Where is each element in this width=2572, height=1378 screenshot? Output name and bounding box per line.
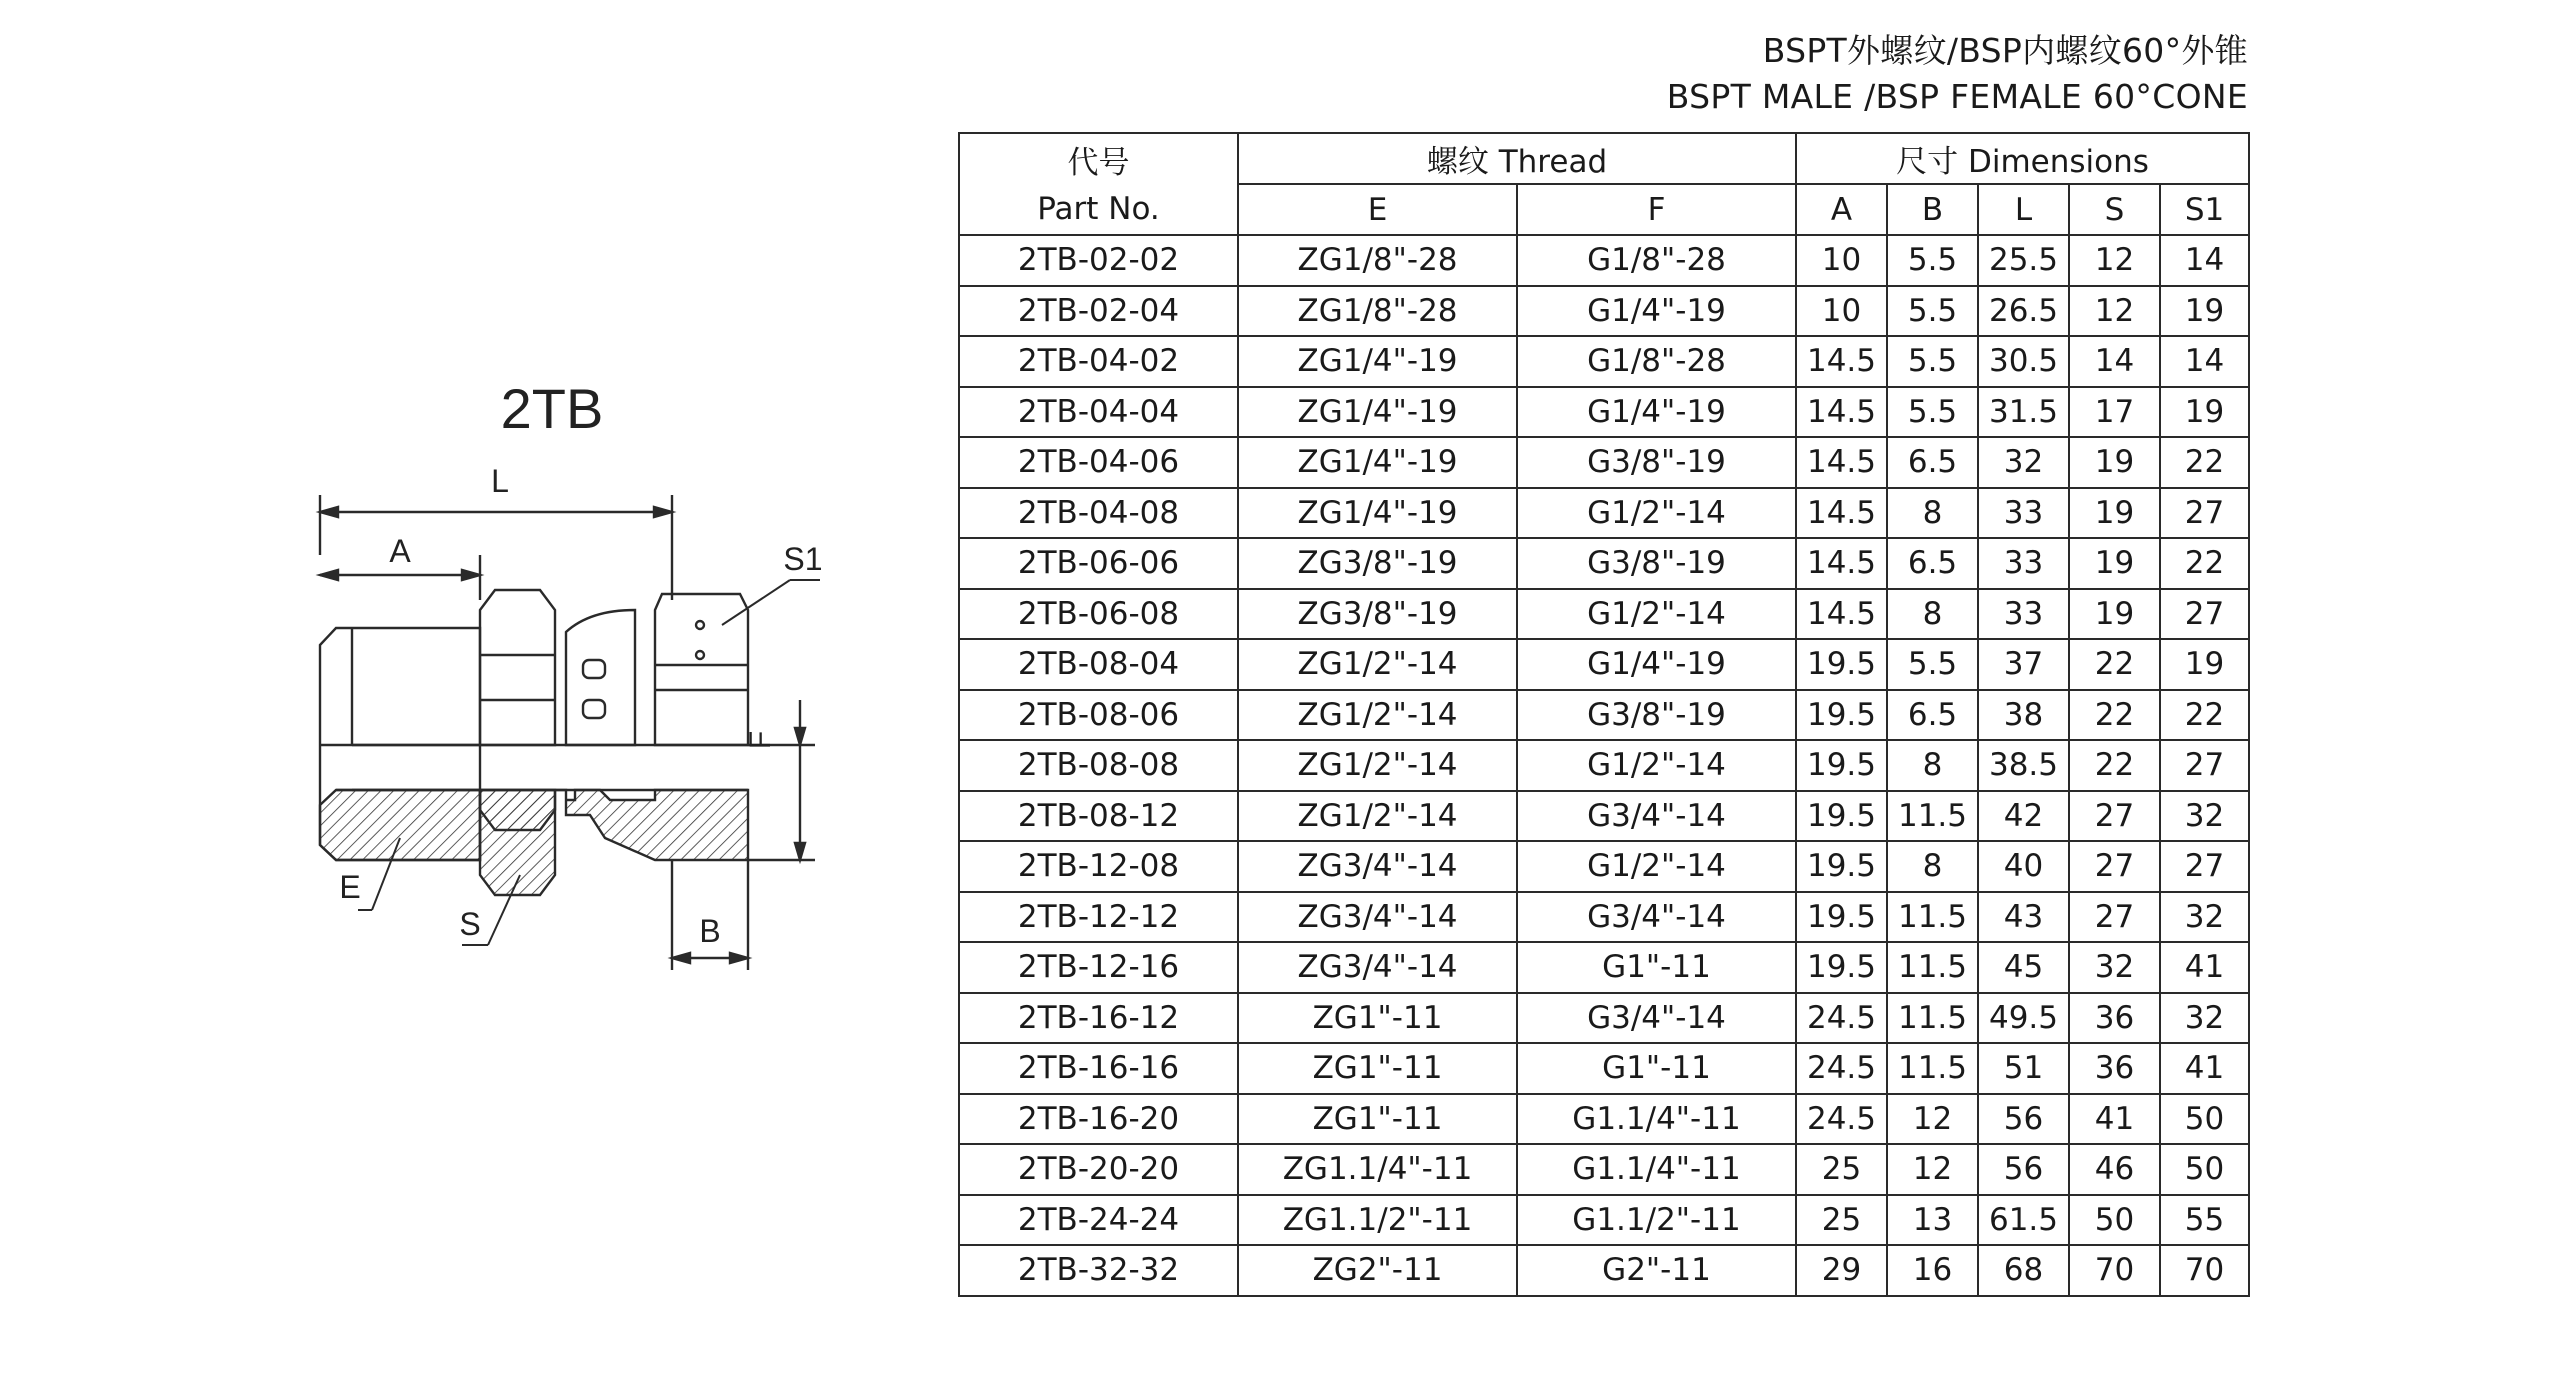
cell-dim-l: 61.5 [1978, 1195, 2069, 1246]
cell-part-no: 2TB-16-12 [959, 993, 1238, 1044]
cell-part-no: 2TB-04-06 [959, 437, 1238, 488]
cell-dim-s: 19 [2069, 589, 2160, 640]
cell-thread-f: G3/4"-14 [1517, 892, 1796, 943]
cell-dim-b: 6.5 [1887, 437, 1978, 488]
cell-dim-s1: 14 [2160, 336, 2249, 387]
table-row [959, 1245, 2249, 1296]
model-label: 2TB [500, 377, 604, 440]
header-thread: 螺纹 Thread [1238, 133, 1796, 184]
cell-thread-f: G1/8"-28 [1517, 336, 1796, 387]
cell-dim-s: 70 [2069, 1245, 2160, 1296]
cell-dim-s: 14 [2069, 336, 2160, 387]
cell-dim-b: 5.5 [1887, 286, 1978, 337]
table-row [959, 690, 2249, 741]
table-body [959, 235, 2249, 1296]
cell-dim-s: 12 [2069, 235, 2160, 286]
cell-part-no: 2TB-04-04 [959, 387, 1238, 438]
cell-part-no: 2TB-12-08 [959, 841, 1238, 892]
cell-dim-a: 24.5 [1796, 1043, 1887, 1094]
cell-dim-a: 10 [1796, 286, 1887, 337]
cell-dim-l: 30.5 [1978, 336, 2069, 387]
cell-dim-s: 50 [2069, 1195, 2160, 1246]
cell-dim-l: 49.5 [1978, 993, 2069, 1044]
cell-thread-e: ZG1/2"-14 [1238, 791, 1517, 842]
table-row [959, 942, 2249, 993]
table-row [959, 488, 2249, 539]
cell-dim-l: 42 [1978, 791, 2069, 842]
table-row [959, 1144, 2249, 1195]
cell-dim-a: 14.5 [1796, 589, 1887, 640]
cell-dim-b: 11.5 [1887, 1043, 1978, 1094]
cell-dim-a: 14.5 [1796, 538, 1887, 589]
title-chinese: BSPT外螺纹/BSP内螺纹60°外锥 [1762, 31, 2248, 70]
cell-part-no: 2TB-06-08 [959, 589, 1238, 640]
cell-dim-b: 11.5 [1887, 993, 1978, 1044]
specification-table [958, 132, 2250, 1297]
cell-thread-e: ZG3/4"-14 [1238, 841, 1517, 892]
header-e: E [1238, 184, 1517, 235]
cell-dim-b: 13 [1887, 1195, 1978, 1246]
cell-dim-s: 22 [2069, 639, 2160, 690]
cell-part-no: 2TB-08-06 [959, 690, 1238, 741]
cell-dim-a: 25 [1796, 1144, 1887, 1195]
cell-dim-s: 27 [2069, 791, 2160, 842]
cell-dim-a: 14.5 [1796, 488, 1887, 539]
header-dimensions: 尺寸 Dimensions [1796, 133, 2249, 184]
cell-dim-s1: 41 [2160, 1043, 2249, 1094]
cell-part-no: 2TB-20-20 [959, 1144, 1238, 1195]
cell-dim-b: 16 [1887, 1245, 1978, 1296]
cell-dim-l: 56 [1978, 1144, 2069, 1195]
cell-dim-b: 11.5 [1887, 791, 1978, 842]
cell-part-no: 2TB-16-20 [959, 1094, 1238, 1145]
cell-thread-e: ZG1/4"-19 [1238, 437, 1517, 488]
table-row [959, 841, 2249, 892]
cell-thread-f: G3/4"-14 [1517, 993, 1796, 1044]
cell-thread-f: G1/2"-14 [1517, 841, 1796, 892]
cell-dim-s1: 19 [2160, 286, 2249, 337]
cell-dim-a: 29 [1796, 1245, 1887, 1296]
cell-dim-s: 27 [2069, 892, 2160, 943]
dim-label-l: L [491, 463, 509, 499]
cell-part-no: 2TB-16-16 [959, 1043, 1238, 1094]
table-row [959, 589, 2249, 640]
header-part-en: Part No. [959, 184, 1238, 235]
cell-dim-a: 19.5 [1796, 841, 1887, 892]
table-subheader-row [959, 184, 2249, 235]
cell-dim-b: 11.5 [1887, 892, 1978, 943]
table-row [959, 791, 2249, 842]
table-row [959, 892, 2249, 943]
cell-dim-s1: 70 [2160, 1245, 2249, 1296]
cell-dim-a: 14.5 [1796, 437, 1887, 488]
cell-thread-f: G1/8"-28 [1517, 235, 1796, 286]
cell-thread-f: G3/4"-14 [1517, 791, 1796, 842]
cell-dim-a: 19.5 [1796, 639, 1887, 690]
cell-thread-e: ZG1/4"-19 [1238, 387, 1517, 438]
cell-dim-s: 22 [2069, 690, 2160, 741]
table-row [959, 286, 2249, 337]
cell-thread-e: ZG1/4"-19 [1238, 488, 1517, 539]
cell-dim-s1: 19 [2160, 639, 2249, 690]
cell-dim-l: 43 [1978, 892, 2069, 943]
cell-dim-b: 8 [1887, 589, 1978, 640]
cell-dim-a: 24.5 [1796, 993, 1887, 1044]
cell-dim-s1: 32 [2160, 791, 2249, 842]
title-english: BSPT MALE /BSP FEMALE 60°CONE [1666, 77, 2248, 116]
cell-dim-s: 36 [2069, 993, 2160, 1044]
cell-thread-f: G1/4"-19 [1517, 639, 1796, 690]
cell-part-no: 2TB-12-16 [959, 942, 1238, 993]
cell-thread-f: G1/4"-19 [1517, 286, 1796, 337]
cell-dim-a: 14.5 [1796, 387, 1887, 438]
header-l: L [1978, 184, 2069, 235]
cell-dim-l: 37 [1978, 639, 2069, 690]
dim-label-a: A [389, 533, 411, 569]
cell-dim-b: 12 [1887, 1094, 1978, 1145]
cell-thread-e: ZG1/2"-14 [1238, 639, 1517, 690]
cell-dim-a: 25 [1796, 1195, 1887, 1246]
cell-thread-e: ZG1/2"-14 [1238, 690, 1517, 741]
cell-dim-a: 19.5 [1796, 690, 1887, 741]
cell-dim-s1: 22 [2160, 437, 2249, 488]
header-part-cn: 代号 [959, 133, 1238, 184]
table-row [959, 993, 2249, 1044]
cell-thread-f: G1.1/2"-11 [1517, 1195, 1796, 1246]
cell-thread-e: ZG3/4"-14 [1238, 942, 1517, 993]
cell-dim-s1: 27 [2160, 740, 2249, 791]
cell-thread-e: ZG3/4"-14 [1238, 892, 1517, 943]
dim-label-f: F [744, 730, 777, 750]
cell-dim-a: 19.5 [1796, 942, 1887, 993]
table-row [959, 740, 2249, 791]
cell-dim-l: 26.5 [1978, 286, 2069, 337]
cell-dim-b: 12 [1887, 1144, 1978, 1195]
dim-label-e: E [339, 869, 361, 905]
header-f: F [1517, 184, 1796, 235]
table-row [959, 538, 2249, 589]
cell-thread-f: G1"-11 [1517, 942, 1796, 993]
cell-part-no: 2TB-04-02 [959, 336, 1238, 387]
cell-dim-s: 19 [2069, 538, 2160, 589]
cell-dim-s: 46 [2069, 1144, 2160, 1195]
cell-thread-e: ZG1"-11 [1238, 1043, 1517, 1094]
cell-dim-s1: 22 [2160, 690, 2249, 741]
cell-dim-l: 32 [1978, 437, 2069, 488]
cell-dim-b: 5.5 [1887, 639, 1978, 690]
cell-dim-b: 5.5 [1887, 387, 1978, 438]
cell-thread-f: G1.1/4"-11 [1517, 1094, 1796, 1145]
cell-thread-f: G1/2"-14 [1517, 740, 1796, 791]
cell-part-no: 2TB-32-32 [959, 1245, 1238, 1296]
cell-thread-f: G2"-11 [1517, 1245, 1796, 1296]
cell-dim-s: 36 [2069, 1043, 2160, 1094]
dim-label-s: S [459, 906, 481, 942]
cell-thread-e: ZG1/8"-28 [1238, 286, 1517, 337]
cell-dim-s: 41 [2069, 1094, 2160, 1145]
cell-dim-l: 38 [1978, 690, 2069, 741]
cell-dim-b: 8 [1887, 841, 1978, 892]
header-s1: S1 [2160, 184, 2249, 235]
cell-dim-s1: 41 [2160, 942, 2249, 993]
cell-dim-s1: 55 [2160, 1195, 2249, 1246]
cell-dim-l: 40 [1978, 841, 2069, 892]
cell-dim-a: 14.5 [1796, 336, 1887, 387]
cell-thread-e: ZG1"-11 [1238, 1094, 1517, 1145]
table-row [959, 387, 2249, 438]
cell-dim-l: 33 [1978, 488, 2069, 539]
cell-dim-l: 33 [1978, 589, 2069, 640]
cell-part-no: 2TB-12-12 [959, 892, 1238, 943]
cell-dim-b: 6.5 [1887, 538, 1978, 589]
cell-thread-f: G3/8"-19 [1517, 437, 1796, 488]
cell-dim-s1: 50 [2160, 1144, 2249, 1195]
table-row [959, 1043, 2249, 1094]
cell-part-no: 2TB-02-04 [959, 286, 1238, 337]
cell-dim-l: 51 [1978, 1043, 2069, 1094]
cell-dim-b: 8 [1887, 488, 1978, 539]
dim-label-s1: S1 [783, 541, 823, 577]
cell-dim-s: 19 [2069, 488, 2160, 539]
cell-dim-a: 24.5 [1796, 1094, 1887, 1145]
cell-dim-s1: 27 [2160, 841, 2249, 892]
dim-label-b: B [699, 913, 721, 949]
cell-dim-s1: 27 [2160, 488, 2249, 539]
cell-dim-s1: 27 [2160, 589, 2249, 640]
cell-thread-f: G1/4"-19 [1517, 387, 1796, 438]
cell-dim-s1: 50 [2160, 1094, 2249, 1145]
cell-thread-e: ZG3/8"-19 [1238, 589, 1517, 640]
cell-dim-b: 6.5 [1887, 690, 1978, 741]
fitting-drawing [290, 360, 870, 1000]
cell-part-no: 2TB-08-12 [959, 791, 1238, 842]
table-row [959, 639, 2249, 690]
cell-dim-s: 32 [2069, 942, 2160, 993]
cell-dim-a: 19.5 [1796, 791, 1887, 842]
cell-part-no: 2TB-08-04 [959, 639, 1238, 690]
cell-dim-s1: 14 [2160, 235, 2249, 286]
cell-dim-a: 19.5 [1796, 740, 1887, 791]
cell-thread-f: G3/8"-19 [1517, 538, 1796, 589]
cell-thread-e: ZG3/8"-19 [1238, 538, 1517, 589]
cell-dim-s1: 32 [2160, 993, 2249, 1044]
table-row [959, 1195, 2249, 1246]
cell-part-no: 2TB-04-08 [959, 488, 1238, 539]
cell-dim-b: 8 [1887, 740, 1978, 791]
cell-dim-l: 45 [1978, 942, 2069, 993]
header-b: B [1887, 184, 1978, 235]
cell-dim-s: 19 [2069, 437, 2160, 488]
cell-thread-f: G1.1/4"-11 [1517, 1144, 1796, 1195]
cell-dim-l: 25.5 [1978, 235, 2069, 286]
cell-dim-l: 68 [1978, 1245, 2069, 1296]
cell-part-no: 2TB-24-24 [959, 1195, 1238, 1246]
cell-dim-s: 22 [2069, 740, 2160, 791]
cell-dim-s: 27 [2069, 841, 2160, 892]
cell-dim-s1: 32 [2160, 892, 2249, 943]
table-row [959, 1094, 2249, 1145]
cell-thread-f: G1/2"-14 [1517, 589, 1796, 640]
cell-thread-e: ZG1"-11 [1238, 993, 1517, 1044]
cell-thread-e: ZG2"-11 [1238, 1245, 1517, 1296]
cell-thread-f: G1"-11 [1517, 1043, 1796, 1094]
cell-dim-l: 56 [1978, 1094, 2069, 1145]
cell-dim-s: 17 [2069, 387, 2160, 438]
cell-dim-a: 19.5 [1796, 892, 1887, 943]
cell-thread-e: ZG1/8"-28 [1238, 235, 1517, 286]
cell-dim-s: 12 [2069, 286, 2160, 337]
cell-thread-e: ZG1/2"-14 [1238, 740, 1517, 791]
cell-dim-l: 38.5 [1978, 740, 2069, 791]
table-row [959, 437, 2249, 488]
cell-dim-l: 33 [1978, 538, 2069, 589]
cell-dim-b: 5.5 [1887, 336, 1978, 387]
cell-dim-b: 5.5 [1887, 235, 1978, 286]
cell-thread-e: ZG1.1/4"-11 [1238, 1144, 1517, 1195]
cell-dim-s1: 22 [2160, 538, 2249, 589]
header-a: A [1796, 184, 1887, 235]
cell-thread-e: ZG1/4"-19 [1238, 336, 1517, 387]
cell-dim-s1: 19 [2160, 387, 2249, 438]
cell-part-no: 2TB-02-02 [959, 235, 1238, 286]
cell-thread-f: G1/2"-14 [1517, 488, 1796, 539]
spec-title [1500, 28, 2248, 120]
cell-dim-b: 11.5 [1887, 942, 1978, 993]
cell-thread-f: G3/8"-19 [1517, 690, 1796, 741]
cell-dim-a: 10 [1796, 235, 1887, 286]
header-s: S [2069, 184, 2160, 235]
cell-thread-e: ZG1.1/2"-11 [1238, 1195, 1517, 1246]
cell-dim-l: 31.5 [1978, 387, 2069, 438]
cell-part-no: 2TB-06-06 [959, 538, 1238, 589]
table-row [959, 336, 2249, 387]
table-row [959, 235, 2249, 286]
cell-part-no: 2TB-08-08 [959, 740, 1238, 791]
table-header-row [959, 133, 2249, 184]
